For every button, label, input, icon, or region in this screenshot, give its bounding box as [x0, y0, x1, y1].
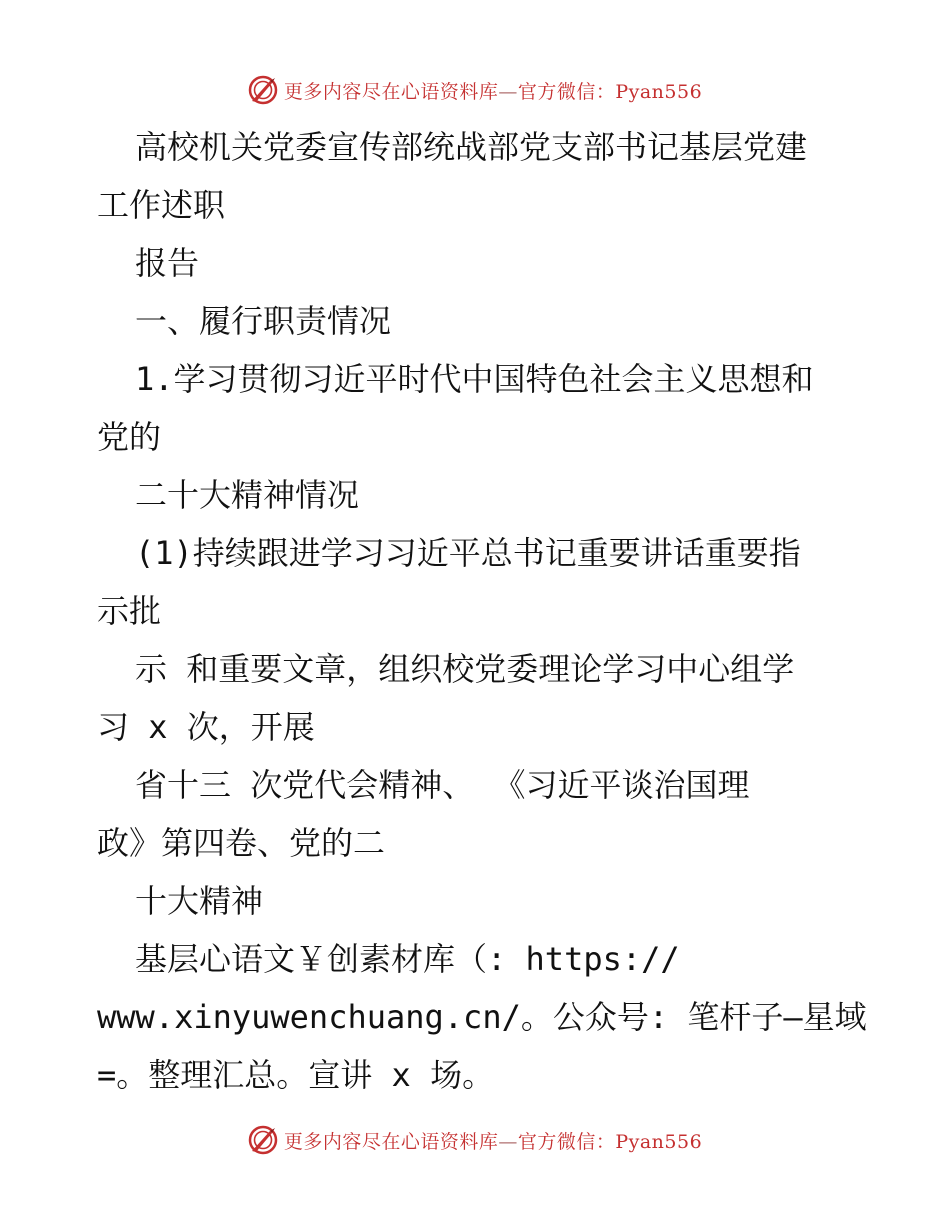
- body-line: 十大精神: [135, 882, 264, 920]
- body-line: 示批: [97, 592, 162, 630]
- quill-logo-icon: [248, 1125, 278, 1155]
- body-line: 省十三 次党代会精神、 《习近平谈治国理: [135, 766, 750, 804]
- body-line: 基层心语文￥创素材库（: https://: [135, 940, 680, 978]
- body-line: www.xinyuwenchuang.cn/。公众号: 笔杆子—星域: [97, 998, 867, 1036]
- body-line: (1)持续跟进学习习近平总书记重要讲话重要指: [135, 534, 801, 572]
- body-line: 高校机关党委宣传部统战部党支部书记基层党建: [135, 128, 808, 166]
- footer-banner-title: 更多内容尽在心语资料库: [283, 1130, 499, 1153]
- body-line: =。整理汇总。宣讲 x 场。: [97, 1056, 495, 1094]
- body-line: 一、履行职责情况: [135, 302, 392, 340]
- body-line: 政》第四卷、党的二: [97, 824, 386, 862]
- header-wechat-label: 官方微信：Pyan556: [517, 80, 703, 103]
- body-line: 二十大精神情况: [135, 476, 360, 514]
- body-line: 工作述职: [97, 186, 226, 224]
- body-line: 习 x 次，开展: [97, 708, 315, 746]
- body-line: 示 和重要文章，组织校党委理论学习中心组学: [135, 650, 795, 688]
- footer-banner-text: [284, 1127, 702, 1154]
- footer-banner-separator: —: [498, 1130, 518, 1153]
- footer-wechat-label: 官方微信：Pyan556: [517, 1130, 703, 1153]
- header-banner-text: [284, 77, 702, 104]
- body-line: 党的: [97, 418, 162, 456]
- header-banner-separator: —: [498, 80, 518, 103]
- header-banner-title: 更多内容尽在心语资料库: [283, 80, 499, 103]
- document-body: [97, 118, 867, 1104]
- body-line: 1.学习贯彻习近平时代中国特色社会主义思想和: [135, 360, 814, 398]
- header-banner: [0, 72, 950, 108]
- body-line: 报告: [135, 244, 200, 282]
- quill-logo-icon: [248, 75, 278, 105]
- footer-banner: [0, 1122, 950, 1158]
